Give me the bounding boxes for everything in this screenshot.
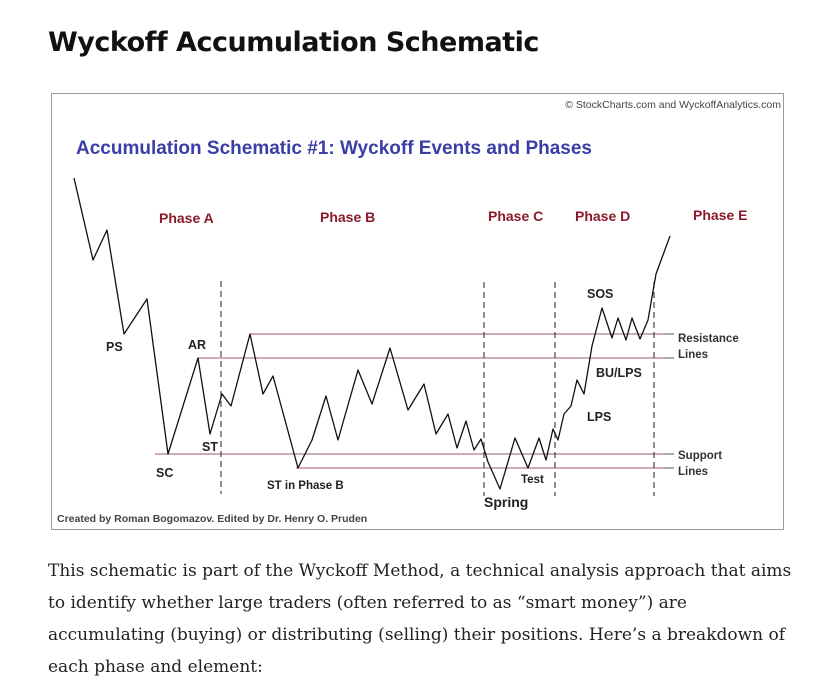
phase-d-label: Phase D [575, 208, 631, 224]
copyright-text: © StockCharts.com and WyckoffAnalytics.com [565, 99, 781, 111]
schematic-heading: Accumulation Schematic #1: Wyckoff Events and Phases [76, 138, 592, 159]
wyckoff-schematic-figure [51, 93, 784, 530]
credit-text: Created by Roman Bogomazov. Edited by Dr. Henry O. Pruden [57, 513, 368, 525]
event-ps-label: PS [106, 340, 123, 354]
event-ar-label: AR [188, 338, 207, 352]
event-bu-lps-label: BU/LPS [596, 366, 642, 380]
support-label-line2: Lines [678, 466, 709, 478]
event-st-phase-b-label: ST in Phase B [267, 480, 344, 492]
event-st-label: ST [202, 440, 218, 454]
support-label-line1: Support [678, 450, 723, 462]
resistance-label-line2: Lines [678, 349, 709, 361]
page-title: Wyckoff Accumulation Schematic [48, 27, 539, 58]
phase-c-label: Phase C [488, 208, 544, 224]
event-test-label: Test [521, 474, 544, 486]
phase-b-label: Phase B [320, 209, 376, 225]
event-sos-label: SOS [587, 287, 614, 301]
resistance-label-line1: Resistance [678, 333, 739, 345]
event-spring-label: Spring [484, 494, 529, 510]
event-sc-label: SC [156, 466, 174, 480]
body-paragraph: This schematic is part of the Wyckoff Method, a technical analysis approach that aims to identify whether large traders (often referred to as “smart money”) are accumulating (buying) or distributing (selling) their positions. Here’s a breakdown of each phase and element: [48, 561, 792, 677]
event-lps-label: LPS [587, 410, 612, 424]
phase-e-label: Phase E [693, 207, 748, 223]
schematic-svg [52, 94, 785, 531]
phase-a-label: Phase A [159, 210, 214, 226]
